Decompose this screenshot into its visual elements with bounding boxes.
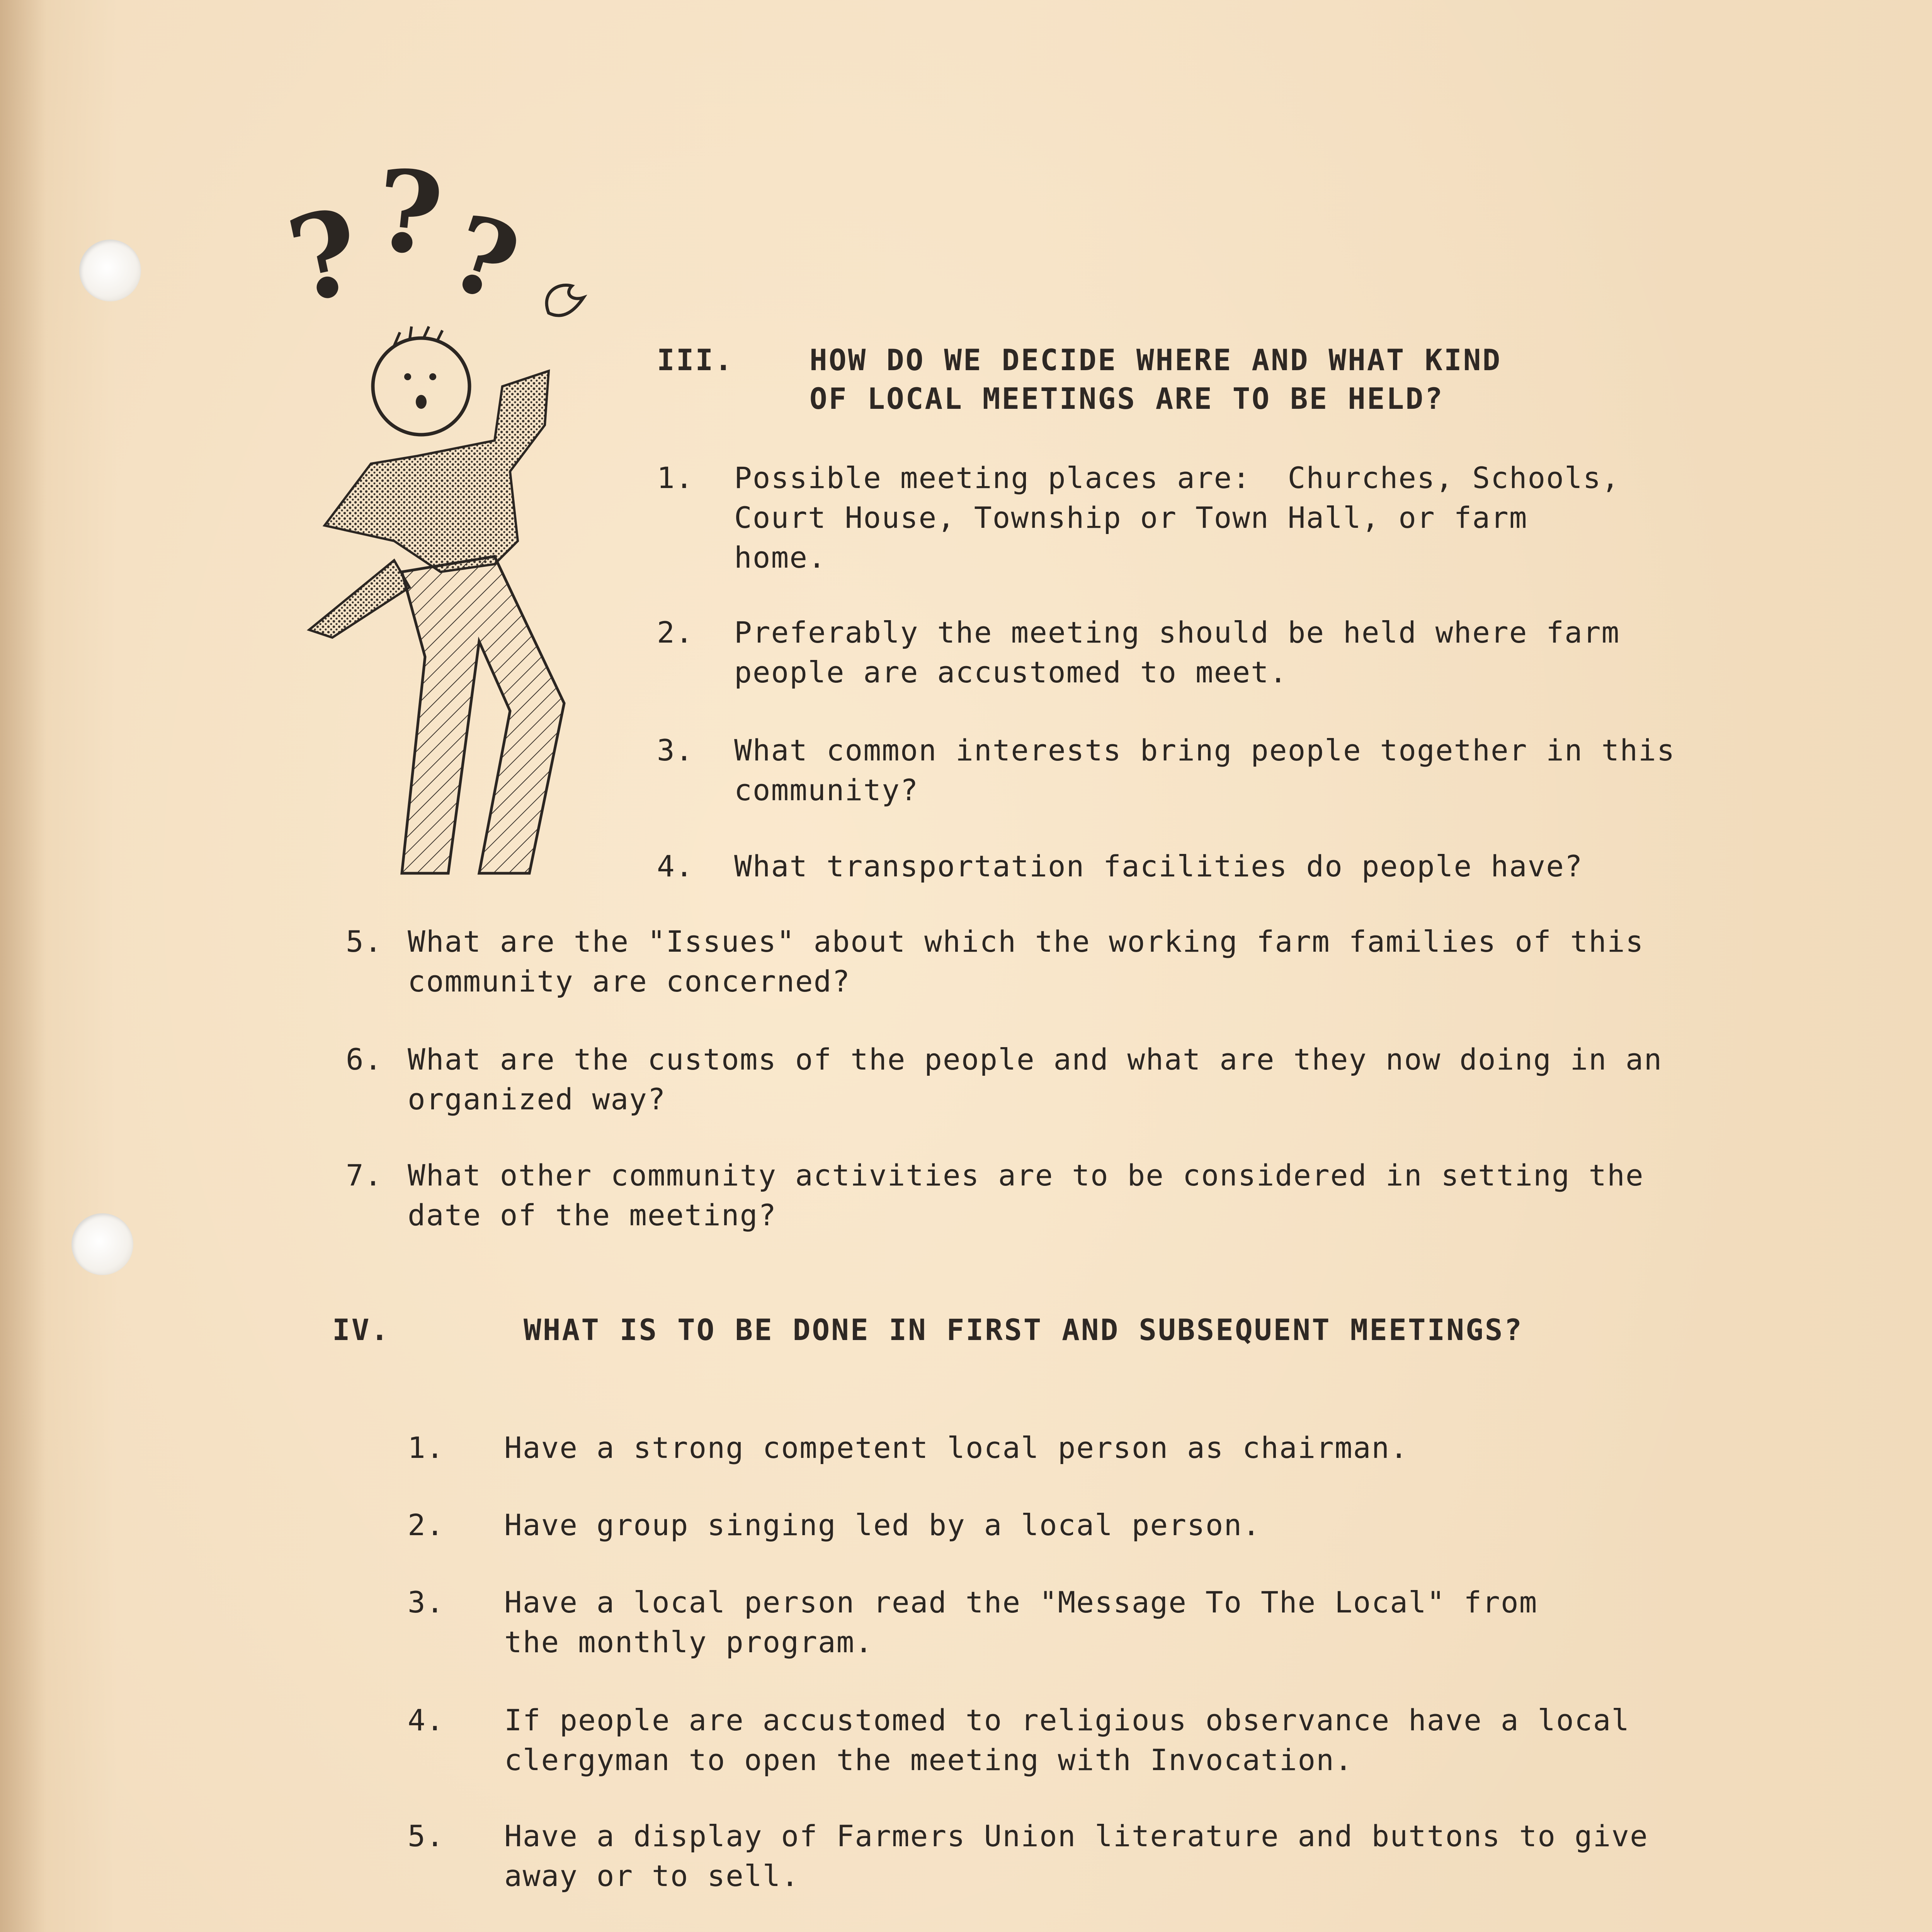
illustration-svg (278, 155, 626, 908)
eye-right (429, 373, 436, 380)
section-4-numeral: IV. (332, 1313, 390, 1347)
list-item-number: 6. (346, 1042, 383, 1077)
section-4-heading: WHAT IS TO BE DONE IN FIRST AND SUBSEQUENT MEETINGS? (524, 1313, 1524, 1347)
list-item-text: away or to sell. (504, 1859, 800, 1893)
puzzled-man-with-question-marks-icon (278, 155, 626, 908)
trousers (402, 556, 564, 873)
list-item-text: What are the customs of the people and what are they now doing in an (408, 1042, 1663, 1077)
list-item-text: the monthly program. (504, 1625, 874, 1659)
list-item-text: organized way? (408, 1082, 666, 1116)
list-item-text: community are concerned? (408, 964, 851, 998)
question-mark: ? (369, 155, 449, 282)
list-item-text: people are accustomed to meet. (734, 655, 1288, 689)
page-edge-shadow (0, 0, 46, 1932)
list-item-number: 1. (657, 461, 694, 495)
section-3-heading-line-2: OF LOCAL MEETINGS ARE TO BE HELD? (810, 381, 1444, 416)
list-item-text: Court House, Township or Town Hall, or farm (734, 500, 1528, 535)
question-mark: ? (436, 190, 532, 327)
list-item-number: 4. (408, 1703, 445, 1737)
list-item-number: 4. (657, 849, 694, 883)
list-item-number: 2. (408, 1508, 445, 1542)
arm (309, 560, 410, 638)
list-item-text: Have a local person read the "Message To The Local" from (504, 1585, 1538, 1619)
list-item-number: 1. (408, 1430, 445, 1465)
list-item-text: What other community activities are to be considered in setting the (408, 1158, 1644, 1192)
list-item-text: date of the meeting? (408, 1198, 777, 1232)
eye-left (404, 373, 411, 380)
list-item-text: home. (734, 540, 827, 575)
list-item-text: Have group singing led by a local person. (504, 1508, 1261, 1542)
list-item-text: Have a strong competent local person as chairman. (504, 1430, 1409, 1465)
punch-hole-top (79, 240, 141, 301)
list-item-text: Possible meeting places are: Churches, Schools, (734, 461, 1620, 495)
list-item-text: community? (734, 773, 919, 807)
jacket (325, 371, 549, 572)
list-item-text: Preferably the meeting should be held where farm (734, 615, 1620, 650)
list-item-number: 5. (408, 1819, 445, 1853)
list-item-text: If people are accustomed to religious observance have a local (504, 1703, 1630, 1737)
section-3-numeral: III. (657, 343, 734, 377)
mouth (416, 395, 427, 409)
list-item-number: 3. (657, 733, 694, 767)
question-mark: ? (278, 182, 372, 330)
list-item-number: 5. (346, 924, 383, 959)
list-item-text: What transportation facilities do people have? (734, 849, 1583, 883)
hand (547, 285, 583, 315)
section-3-heading-line-1: HOW DO WE DECIDE WHERE AND WHAT KIND (810, 343, 1502, 377)
list-item-text: What common interests bring people together in this (734, 733, 1675, 767)
list-item-number: 7. (346, 1158, 383, 1192)
list-item-text: Have a display of Farmers Union literature and buttons to give (504, 1819, 1648, 1853)
head (373, 338, 469, 435)
list-item-number: 2. (657, 615, 694, 650)
list-item-text: clergyman to open the meeting with Invocation. (504, 1743, 1353, 1777)
list-item-text: What are the "Issues" about which the working farm families of this (408, 924, 1644, 959)
punch-hole-middle (71, 1213, 133, 1275)
list-item-number: 3. (408, 1585, 445, 1619)
